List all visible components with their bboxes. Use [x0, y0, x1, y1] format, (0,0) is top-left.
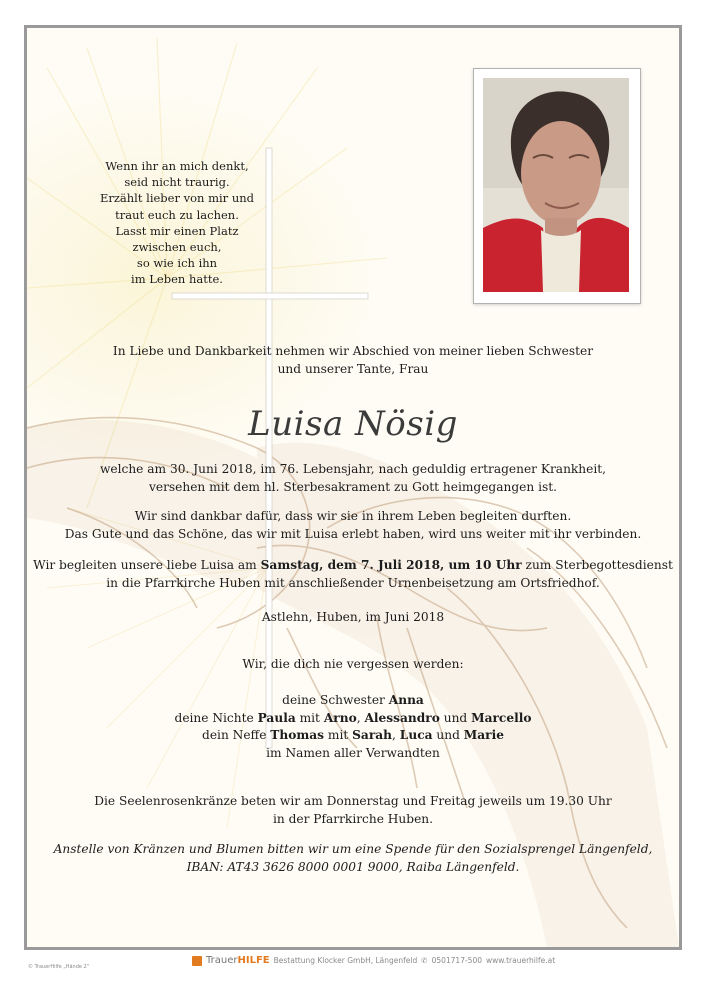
poem-line: im Leben hatte.: [131, 272, 223, 287]
website-link[interactable]: www.trauerhilfe.at: [486, 956, 556, 965]
poem-line: traut euch zu lachen.: [115, 207, 239, 222]
poem-line: Wenn ihr an mich denkt,: [105, 159, 249, 173]
rosary-line: in der Pfarrkirche Huben.: [272, 811, 434, 826]
gratitude-line: Das Gute und das Schöne, das wir mit Luisa erlebt haben, wird uns weiter mit ihr verbinden.: [64, 526, 642, 541]
portrait-photo: [483, 78, 629, 292]
poem-line: Lasst mir einen Platz: [115, 223, 239, 238]
funeral-text: zum Sterbegottesdienst: [521, 558, 673, 572]
mourner-name: Anna: [388, 693, 424, 707]
intro-line: und unserer Tante, Frau: [277, 361, 429, 376]
mourner-sister: [27, 692, 679, 710]
poem-line: so wie ich ihn: [136, 256, 218, 271]
mourner-name: Sarah: [352, 728, 393, 742]
mourner-text: ,: [356, 710, 365, 725]
mourner-name: Alessandro: [364, 710, 440, 725]
mourner-text: und: [439, 710, 472, 725]
phone-number: 0501717-500: [431, 956, 482, 965]
mourner-text: und: [432, 728, 464, 742]
mourner-relatives: im Namen aller Verwandten: [266, 745, 440, 760]
donation-line: Anstelle von Kränzen und Blumen bitten wir um eine Spende für den Sozialsprengel Längenfeld,: [53, 842, 653, 856]
poem-line: Erzählt lieber von mir und: [99, 191, 255, 206]
mourner-text: deine Nichte: [174, 710, 258, 725]
brand-name-part: Trauer: [206, 955, 238, 966]
mourner-nephew: [27, 727, 679, 745]
intro-text: [27, 343, 679, 378]
death-info: [27, 461, 679, 496]
footer: [0, 950, 706, 970]
funeral-line-1: [27, 557, 679, 575]
poem-line: seid nicht traurig.: [124, 175, 230, 190]
death-info-line: welche am 30. Juni 2018, im 76. Lebensjahr, nach geduldig ertragener Krankheit,: [99, 462, 607, 476]
mourner-name: Arno: [323, 710, 357, 725]
mourner-name: Luca: [399, 728, 433, 742]
mourner-niece: [27, 710, 679, 728]
brand-name-part: HILFE: [237, 955, 270, 966]
portrait-frame: [473, 68, 641, 304]
mourner-text: mit: [295, 710, 324, 725]
mourner-text: deine Schwester: [282, 693, 389, 707]
donation-request: [27, 841, 679, 876]
copyright-note: © TrauerHilfe „Hände 2": [28, 964, 90, 970]
obituary-card: [24, 25, 682, 950]
funeral-date: Samstag, dem 7. Juli 2018, um 10 Uhr: [260, 558, 522, 572]
rosary-line: Die Seelenrosenkränze beten wir am Donnerstag und Freitag jeweils um 19.30 Uhr: [94, 794, 612, 808]
mourners-list: [27, 692, 679, 762]
brand-bar: [192, 955, 555, 966]
deceased-name: Luisa Nösig: [248, 404, 458, 444]
funeral-line-2: in die Pfarrkirche Huben mit anschließender Urnenbeisetzung am Ortsfriedhof.: [106, 575, 600, 590]
company-name: Bestattung Klocker GmbH, Längenfeld: [273, 956, 418, 965]
funeral-info: [27, 557, 679, 592]
donation-line: IBAN: AT43 3626 8000 0001 9000, Raiba Längenfeld.: [186, 859, 520, 874]
phone-icon: ✆: [421, 956, 428, 965]
mourner-name: Thomas: [270, 728, 325, 742]
funeral-text: Wir begleiten unsere liebe Luisa am: [33, 558, 261, 572]
gratitude-line: Wir sind dankbar dafür, dass wir sie in ihrem Leben begleiten durften.: [134, 509, 572, 523]
mourner-name: Marcello: [471, 710, 532, 725]
mourner-text: dein Neffe: [202, 728, 271, 742]
gratitude-text: [27, 508, 679, 543]
rosary-info: [27, 793, 679, 828]
place-date-line: Astlehn, Huben, im Juni 2018: [261, 610, 445, 624]
mourner-name: Marie: [463, 728, 504, 742]
death-info-line: versehen mit dem hl. Sterbesakrament zu Gott heimgegangen ist.: [148, 479, 558, 494]
place-date: [27, 609, 679, 627]
mourners-intro-line: Wir, die dich nie vergessen werden:: [242, 657, 464, 671]
mourner-text: ,: [392, 728, 400, 742]
trauerhilfe-logo-icon: [192, 956, 202, 966]
intro-line: In Liebe und Dankbarkeit nehmen wir Abschied von meiner lieben Schwester: [112, 344, 594, 358]
mourners-intro: [27, 656, 679, 674]
brand-name: [206, 955, 270, 966]
poem: [82, 158, 272, 288]
poem-line: zwischen euch,: [132, 240, 222, 255]
mourner-name: Paula: [257, 710, 296, 725]
mourner-text: mit: [324, 728, 353, 742]
